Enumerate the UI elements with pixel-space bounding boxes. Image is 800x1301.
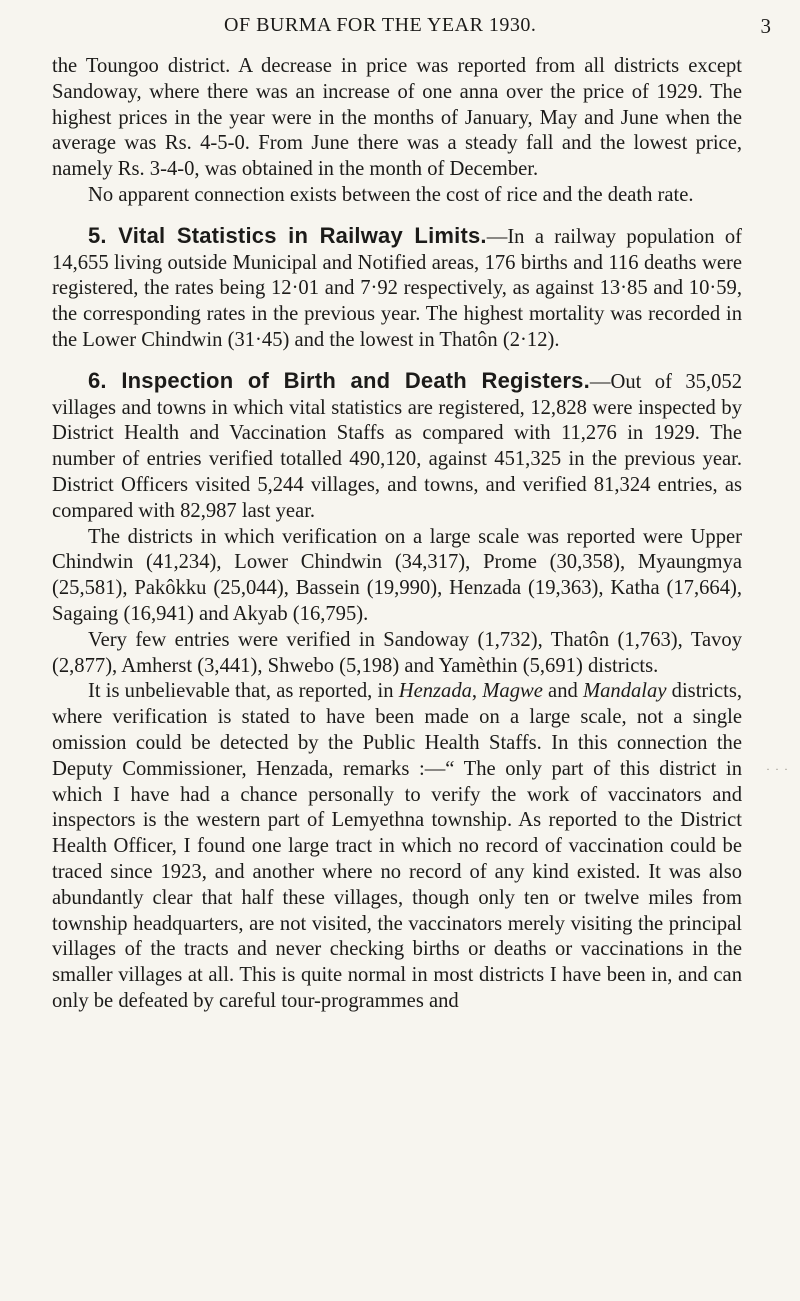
paragraph-few-entries: Very few entries were verified in Sandoway (1,732), Thatôn (1,763), Tavoy (2,877), Amherst (3,441), Shwebo (5,198) and Yamèthin (5,691) districts.	[52, 628, 742, 677]
page-number: 3	[760, 14, 771, 38]
henzada-remarks-body: districts, where verification is stated to have been made on a large scale, not a single omission could be detected by the Public Health Staffs. In this connection the Deputy Commissioner, Henzada, remarks :—“ The only part of this district in which I have had a chance personally to verify the work of vaccinators and inspectors is the western part of Lemyethna township. As reported to the District Health Officer, I found one large tract in which no record of vaccination could be traced since 1923, and another where no record of any kind existed. It was also abundantly clear that half these villages, though only ten or twelve miles from township headquarters, are not visited, the vaccinators merely visiting the principal villages of the tracts and never checking births or deaths or vaccinations in the smaller villages at all. This is quite normal in most districts I have been in, and can only be defeated by careful tour-programmes and	[52, 680, 743, 1012]
paragraph-rice-prices: the Toungoo district. A decrease in price was reported from all districts except Sandoway, where there was an increase of one anna over the price of 1929. The highest prices in the year were in the months of January, May and June when the average was Rs. 4-5-0. From June there was a steady fall and the lowest price, namely Rs. 3-4-0, was obtained in the month of December.	[52, 55, 742, 181]
paragraph-rice-death-rate	[52, 183, 742, 209]
district-name-mandalay: Mandalay	[582, 680, 667, 703]
paragraph-large-scale-verification: The districts in which verification on a large scale was reported were Upper Chindwin (41,234), Lower Chindwin (34,317), Prome (30,358), Myaungmya (25,581), Pakôkku (25,044), Bassein (19,990), Henzada (19,363), Katha (17,664), Sagaing (16,941) and Akyab (16,795).	[52, 525, 742, 625]
paragraph-rice-death-rate-text: No apparent connection exists between the cost of rice and the death rate.	[88, 183, 694, 206]
running-title: OF BURMA FOR THE YEAR 1930.	[224, 14, 537, 36]
paragraph-henzada-remarks	[52, 679, 742, 1014]
margin-mark: · · ·	[766, 762, 789, 776]
section-heading-railway-limits: 5. Vital Statistics in Railway Limits.	[88, 222, 487, 248]
district-name-henzada: Henzada	[398, 680, 472, 703]
section-railway-limits	[52, 223, 742, 354]
section-inspection-registers	[52, 368, 742, 525]
page-header	[0, 14, 800, 40]
section-heading-inspection-registers: 6. Inspection of Birth and Death Registers.	[88, 367, 590, 393]
henzada-remarks-intro: It is unbelievable that, as reported, in	[88, 680, 399, 703]
district-name-magwe: Magwe	[482, 680, 543, 703]
henzada-remarks-comma: ,	[471, 680, 483, 703]
henzada-remarks-and: and	[542, 680, 583, 703]
section-text-railway-limits: —In a railway population of 14,655 living outside Municipal and Notified areas, 176 births and 116 deaths were registered, the rates being 12·01 and 7·92 respectively, as against 13·85 and 10·59, the corresponding rates in the previous year. The highest mortality was recorded in the Lower Chindwin (31·45) and the lowest in Thatôn (2·12).	[52, 225, 742, 351]
section-text-inspection-registers: —Out of 35,052 villages and towns in which vital statistics are registered, 12,828 were inspected by District Health and Vaccination Staffs as compared with 11,276 in 1929. The number of entries verified totalled 490,120, against 451,325 in the previous year. District Officers visited 5,244 villages, and towns, and verified 81,324 entries, as compared with 82,987 last year.	[52, 370, 742, 522]
body-text	[52, 54, 742, 1015]
